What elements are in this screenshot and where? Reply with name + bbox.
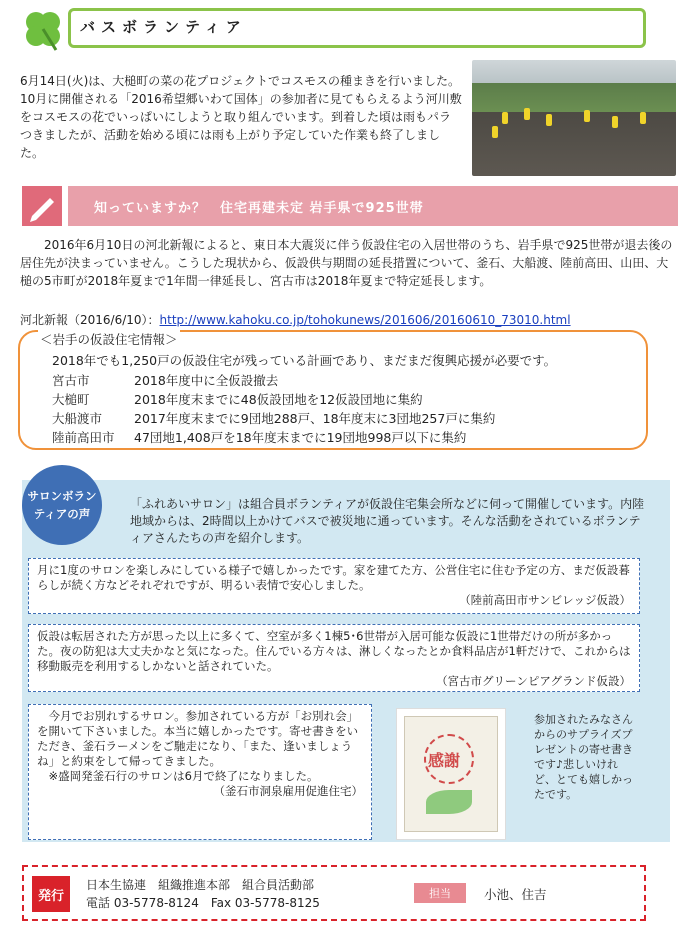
housing-info-heading: ＜岩手の仮設住宅情報＞ (40, 332, 178, 347)
publisher-info (86, 876, 320, 912)
cosmos-planting-photo (472, 60, 676, 176)
news-source-link[interactable]: http://www.kahoku.co.jp/tohokunews/201606/20160610_73010.html (159, 313, 571, 327)
bus-volunteer-body: 6月14日(火)は、大槌町の菜の花プロジェクトでコスモスの種まきを行いました。10月に開催される「2016希望郷いわて国体」の参加者に見てもらえるよう河川敷をコスモスの花でいっぱいにしようと取り組んでいます。到着した頃は雨もパラつきましたが、活動を始める頃には雨も上がり予定していた作業も終了しました。 (20, 74, 462, 160)
publisher-name: 日本生協連 組織推進本部 組合員活動部 (86, 878, 315, 892)
info-detail: 2017年度末までに9団地288戸、18年度末に3団地257戸に集約 (134, 411, 496, 426)
news-source (20, 311, 571, 328)
voice-card (28, 704, 372, 840)
voice-card (28, 558, 640, 614)
voice-signature: （陸前高田市サンビレッジ仮設） (459, 593, 631, 607)
voice-signature: （宮古市グリーンピアグランド仮設） (436, 674, 631, 688)
issue-badge: 発行 (32, 876, 70, 912)
salon-badge-line: サロンボラン (27, 489, 97, 503)
info-detail: 47団地1,408戸を18年度末までに19団地998戸以下に集約 (134, 430, 467, 445)
card-word: 感謝 (428, 751, 461, 770)
contact-badge: 担当 (414, 883, 466, 903)
housing-info-row (52, 371, 278, 389)
voice-signature: （釜石市洞泉雇用促進住宅） (213, 784, 363, 798)
salon-badge-text (22, 487, 102, 523)
voice-note: ※盛岡発釜石行のサロンは6月で終了になりました。 (48, 769, 319, 783)
salon-intro: 「ふれあいサロン」は組合員ボランティアが仮設住宅集会所などに伺って開催しています。内陸地域からは、2時間以上かけてバスで被災地に通っています。そんな活動をされているボランティアさんたちの声を紹介します。 (130, 497, 645, 545)
salon-badge-line: ティアの声 (33, 507, 91, 521)
news-title: 知っていますか？ 住宅再建未定 岩手県で925世帯 (94, 201, 424, 216)
clover-icon (20, 6, 66, 52)
housing-info-row (52, 390, 423, 408)
voice-text: 今月でお別れするサロン。参加されている方が「お別れ会」を開いて下さいました。本当に嬉しかったです。寄せ書きをいただき、釜石ラーメンをご馳走になり、「また、逢いましょうね」と約束をして帰ってきました。 (37, 709, 359, 768)
leaf-decoration (426, 790, 472, 814)
housing-info-row (52, 428, 466, 446)
news-source-label: 河北新報（2016/6/10）： (20, 313, 160, 327)
news-body: 2016年6月10日の河北新報によると、東日本大震災に伴う仮設住宅の入居世帯のうち、岩手県で925世帯が退去後の居住先が決まっていません。こうした現状から、仮設供与期間の延長措置について、釜石、大船渡、陸前高田、山田、大槌の5市町が2018年夏まで1年間一律延長し、宮古市は2018年夏まで特定延長します。 (20, 238, 673, 288)
pencil-icon (22, 186, 62, 226)
housing-info-note: 2018年でも1,250戸の仮設住宅が残っている計画であり、まだまだ復興応援が必要です。 (52, 353, 557, 368)
info-detail: 2018年度中に全仮設撤去 (134, 373, 279, 388)
publisher-contact: 電話 03-5778-8124 Fax 03-5778-8125 (86, 896, 320, 910)
voice-text: 月に1度のサロンを楽しみにしている様子で嬉しかったです。家を建てた方、公営住宅に住む予定の方、まだ仮設暮らしが続く方などそれぞれですが、明るい表情で安心しました。 (37, 563, 630, 592)
contact-names: 小池、住吉 (484, 887, 547, 902)
info-detail: 2018年度末までに48仮設団地を12仮設団地に集約 (134, 392, 423, 407)
info-city: 大船渡市 (52, 411, 103, 426)
housing-info-row (52, 409, 495, 427)
info-city: 宮古市 (52, 373, 90, 388)
gift-caption: 参加されたみなさんからのサプライズプレゼントの寄せ書きです♪悲しいけれど、とても嬉しかったです。 (534, 713, 633, 801)
voice-text: 仮設は転居された方が思った以上に多くて、空室が多く1棟5･6世帯が入居可能な仮設に1世帯だけの所が多かった。夜の防犯は大丈夫かなと気になった。住んでいる方々は、淋しくなったとか食料品店が1軒だけで、これからは移動販売を利用するしかないと話されていた。 (37, 629, 631, 673)
bus-volunteer-title: バスボランティア (80, 18, 247, 36)
voice-card (28, 624, 640, 692)
info-city: 陸前高田市 (52, 430, 115, 445)
info-city: 大槌町 (52, 392, 90, 407)
